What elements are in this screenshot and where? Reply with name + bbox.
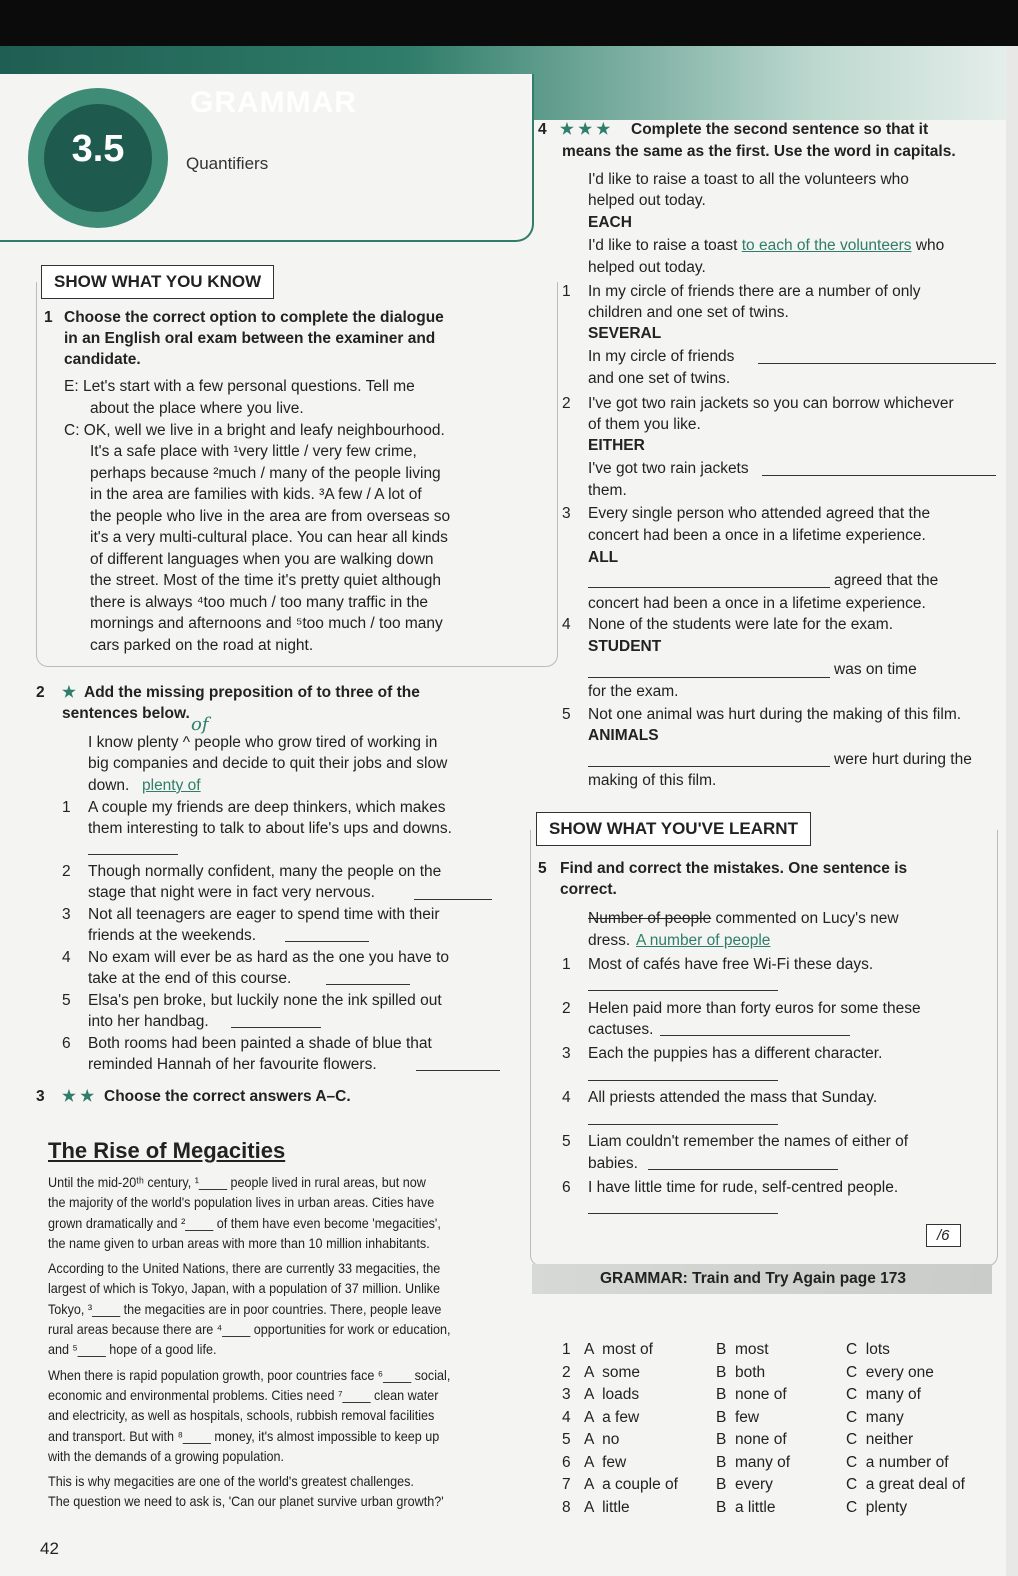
ex5-item-text: Liam couldn't remember the names of either of bbox=[588, 1133, 909, 1150]
ex3-number: 3 bbox=[36, 1088, 45, 1105]
option-a[interactable]: A no bbox=[584, 1431, 620, 1448]
swyk-label: SHOW WHAT YOU KNOW bbox=[41, 265, 274, 299]
top-dark-bar bbox=[0, 0, 1018, 46]
ex2-item-text: them interesting to talk to about life's ups and downs. bbox=[88, 820, 452, 837]
article-line: with the demands of a growing population. bbox=[48, 1447, 285, 1464]
dialogue-line: it's a very multi-cultural place. You can hear all kinds bbox=[90, 529, 448, 546]
swyl-label: SHOW WHAT YOU'VE LEARNT bbox=[536, 812, 811, 846]
ex4-item-text: Every single person who attended agreed that the bbox=[588, 505, 931, 522]
ex4-example-answer-2: helped out today. bbox=[588, 259, 706, 276]
page-edge bbox=[1006, 46, 1018, 1576]
ex2-item-text: Not all teenagers are eager to spend time with their bbox=[88, 906, 440, 923]
handwritten-correction: of bbox=[191, 714, 209, 735]
option-b[interactable]: B every bbox=[716, 1476, 773, 1493]
options-row bbox=[562, 1431, 1002, 1454]
option-b[interactable]: B most bbox=[716, 1341, 769, 1358]
stars-icon: ★ ★ ★ bbox=[560, 121, 611, 138]
ex5-example-1: Number of people commented on Lucy's new bbox=[588, 910, 899, 927]
train-try-again-link[interactable]: GRAMMAR: Train and Try Again page 173 bbox=[532, 1264, 992, 1294]
ex1-instruction-2: in an English oral exam between the examiner and bbox=[64, 330, 436, 347]
ex2-instruction-1: Add the missing preposition of to three of the bbox=[84, 684, 420, 701]
ex4-item-answer: agreed that the bbox=[834, 572, 939, 589]
ex5-item-text: Most of cafés have free Wi-Fi these days. bbox=[588, 956, 874, 973]
article-line: largest of which is Tokyo, Japan, with a population of 37 million. Unlike bbox=[48, 1280, 440, 1297]
option-number: 4 bbox=[562, 1408, 571, 1426]
ex2-item-number: 1 bbox=[62, 799, 71, 816]
ex2-number: 2 bbox=[36, 684, 45, 701]
article-line: According to the United Nations, there are currently 33 megacities, the bbox=[48, 1260, 441, 1277]
ex4-example-word: EACH bbox=[588, 214, 632, 231]
section-subtitle: Quantifiers bbox=[186, 154, 269, 173]
ex4-item-answer: was on time bbox=[834, 661, 917, 678]
ex4-instruction-2: means the same as the first. Use the word in capitals. bbox=[562, 143, 956, 160]
options-table bbox=[562, 1341, 1002, 1521]
ex1-instruction-3: candidate. bbox=[64, 351, 141, 368]
dialogue-line: C: OK, well we live in a bright and leafy neighbourhood. bbox=[64, 422, 445, 439]
dialogue-line: the street. Most of the time it's pretty quiet although bbox=[90, 572, 442, 589]
ex4-item-text: concert had been a once in a lifetime experience. bbox=[588, 527, 926, 544]
ex2-item-text: take at the end of this course. bbox=[88, 970, 292, 987]
option-a[interactable]: A little bbox=[584, 1498, 630, 1516]
section-title: GRAMMAR bbox=[190, 86, 357, 119]
options-row bbox=[562, 1409, 1002, 1432]
ex5-instruction-1: Find and correct the mistakes. One sentence is bbox=[560, 860, 908, 877]
answer-blank[interactable] bbox=[416, 1070, 500, 1071]
ex4-item-answer: for the exam. bbox=[588, 683, 679, 700]
option-b[interactable]: B few bbox=[716, 1408, 760, 1426]
answer-blank[interactable] bbox=[762, 475, 996, 476]
answer-blank[interactable] bbox=[414, 899, 492, 900]
ex5-item-text: babies. bbox=[588, 1155, 638, 1172]
ex2-item-text: No exam will ever be as hard as the one you have to bbox=[88, 949, 450, 966]
options-row bbox=[562, 1476, 1002, 1499]
answer-blank[interactable] bbox=[588, 990, 778, 991]
option-b[interactable]: B none of bbox=[716, 1431, 787, 1448]
ex5-example-2: dress. bbox=[588, 932, 631, 949]
ex4-item-number: 3 bbox=[562, 505, 571, 522]
ex5-item-number: 2 bbox=[562, 1000, 571, 1017]
option-number: 2 bbox=[562, 1363, 571, 1381]
ex4-item-text: Not one animal was hurt during the making of this film. bbox=[588, 706, 962, 723]
ex5-example-answer: A number of people bbox=[636, 932, 771, 949]
answer-blank[interactable] bbox=[648, 1169, 838, 1170]
dialogue-line: perhaps because ²much / many of the people living bbox=[90, 465, 441, 482]
option-number: 6 bbox=[562, 1453, 571, 1471]
ex4-item-number: 5 bbox=[562, 706, 571, 723]
option-number: 3 bbox=[562, 1386, 571, 1403]
ex4-item-answer: concert had been a once in a lifetime experience. bbox=[588, 595, 926, 612]
ex4-item-word: SEVERAL bbox=[588, 325, 662, 342]
article-line: Tokyo, ³____ the megacities are in poor countries. There, people leave bbox=[48, 1300, 442, 1317]
dialogue-line: the people who live in the area are from overseas so bbox=[90, 508, 451, 525]
ex4-item-text: In my circle of friends there are a number of only bbox=[588, 283, 921, 300]
struck-text: Number of people bbox=[588, 910, 712, 927]
answer-blank[interactable] bbox=[588, 1213, 778, 1214]
ex2-example-1: I know plenty ^ people who grow tired of working in bbox=[88, 734, 438, 751]
article-line: and transport. But with ⁸____ money, it's almost impossible to keep up bbox=[48, 1427, 440, 1444]
ex4-item-number: 4 bbox=[562, 616, 571, 633]
ex5-number: 5 bbox=[538, 860, 547, 877]
options-row bbox=[562, 1454, 1002, 1477]
ex2-item-number: 6 bbox=[62, 1035, 71, 1052]
option-a[interactable]: A a few bbox=[584, 1408, 640, 1426]
article-line: rural areas because there are ⁴____ opportunities for work or education, bbox=[48, 1321, 451, 1338]
ex5-item-number: 4 bbox=[562, 1089, 571, 1106]
ex4-item-text: I've got two rain jackets so you can borrow whichever bbox=[588, 395, 954, 412]
dialogue-line: It's a safe place with ¹very little / very few crime, bbox=[90, 443, 417, 460]
option-c[interactable]: C neither bbox=[846, 1431, 914, 1448]
article-title: The Rise of Megacities bbox=[48, 1138, 286, 1163]
article-line: When there is rapid population growth, poor countries face ⁶____ social, bbox=[48, 1366, 451, 1383]
ex4-instruction-1: Complete the second sentence so that it bbox=[631, 121, 929, 138]
dialogue-line: cars parked on the road at night. bbox=[90, 637, 314, 654]
star-icon: ★ bbox=[62, 684, 76, 701]
dialogue-line: E: Let's start with a few personal questions. Tell me bbox=[64, 378, 415, 395]
ex4-item-answer: them. bbox=[588, 482, 627, 499]
ex2-example-3: down. bbox=[88, 777, 130, 794]
answer-blank[interactable] bbox=[588, 1080, 778, 1081]
option-b[interactable]: B both bbox=[716, 1363, 766, 1381]
option-a[interactable]: A most of bbox=[584, 1341, 653, 1358]
ex4-item-text: of them you like. bbox=[588, 416, 701, 433]
option-c[interactable]: C many bbox=[846, 1408, 904, 1426]
ex4-example-answer: I'd like to raise a toast to each of the volunteers who bbox=[588, 237, 945, 254]
option-number: 7 bbox=[562, 1476, 571, 1493]
answer-blank[interactable] bbox=[326, 984, 410, 985]
ex2-item-number: 2 bbox=[62, 863, 71, 880]
ex3-instruction: Choose the correct answers A–C. bbox=[104, 1088, 351, 1105]
article-line: This is why megacities are one of the world's greatest challenges. bbox=[48, 1473, 414, 1490]
answer-blank[interactable] bbox=[588, 1124, 778, 1125]
article-line: the majority of the world's population lives in urban areas. Cities have bbox=[48, 1194, 435, 1211]
option-a[interactable]: A some bbox=[584, 1363, 640, 1381]
ex4-item-answer: were hurt during the bbox=[834, 751, 972, 768]
ex4-item-word: ALL bbox=[588, 549, 619, 566]
ex4-item-word: STUDENT bbox=[588, 638, 662, 655]
ex2-example-answer: plenty of bbox=[142, 777, 201, 794]
option-b[interactable]: B a little bbox=[716, 1498, 776, 1516]
ex2-item-number: 3 bbox=[62, 906, 71, 923]
ex2-item-text: Both rooms had been painted a shade of blue that bbox=[88, 1035, 432, 1052]
options-row bbox=[562, 1499, 1002, 1522]
answer-blank[interactable] bbox=[231, 1027, 321, 1028]
stars-icon: ★ ★ bbox=[62, 1088, 95, 1105]
ex4-example-2: helped out today. bbox=[588, 192, 706, 209]
dialogue-line: there is always ⁴too much / too many traffic in the bbox=[90, 594, 429, 611]
ex2-item-text: Though normally confident, many the people on the bbox=[88, 863, 442, 880]
ex5-item-number: 5 bbox=[562, 1133, 571, 1150]
ex2-item-text: stage that night were in fact very nervous. bbox=[88, 884, 375, 901]
option-c[interactable]: C lots bbox=[846, 1341, 890, 1358]
ex2-example-2: big companies and decide to quit their jobs and slow bbox=[88, 755, 448, 772]
ex4-example-1: I'd like to raise a toast to all the volunteers who bbox=[588, 171, 909, 188]
option-number: 8 bbox=[562, 1498, 571, 1516]
article-line: and electricity, as well as hospitals, schools, rubbish removal facilities bbox=[48, 1407, 435, 1424]
option-c[interactable]: C plenty bbox=[846, 1498, 908, 1516]
option-b[interactable]: B none of bbox=[716, 1386, 787, 1403]
article-line: The question we need to ask is, 'Can our planet survive urban growth?' bbox=[48, 1493, 444, 1510]
option-number: 5 bbox=[562, 1431, 571, 1448]
article-line: grown dramatically and ²____ of them have even become 'megacities', bbox=[48, 1214, 441, 1231]
dialogue-line: of different languages when you are walking down bbox=[90, 551, 434, 568]
article-line: the name given to urban areas with more than 10 million inhabitants. bbox=[48, 1234, 430, 1251]
ex4-item-answer: and one set of twins. bbox=[588, 370, 731, 387]
ex4-number: 4 bbox=[538, 121, 547, 138]
ex4-item-text: children and one set of twins. bbox=[588, 304, 789, 321]
answer-blank[interactable] bbox=[588, 766, 830, 767]
dialogue-line: mornings and afternoons and ⁵too much / too many bbox=[90, 615, 443, 632]
ex2-item-text: into her handbag. bbox=[88, 1013, 209, 1030]
unit-number: 3.5 bbox=[71, 128, 125, 170]
answer-blank[interactable] bbox=[758, 363, 996, 364]
option-c[interactable]: C a number of bbox=[846, 1453, 949, 1471]
ex4-item-number: 1 bbox=[562, 283, 571, 300]
option-a[interactable]: A loads bbox=[584, 1386, 640, 1403]
options-row bbox=[562, 1364, 1002, 1387]
ex2-item-text: A couple my friends are deep thinkers, which makes bbox=[88, 799, 446, 816]
ex4-item-word: ANIMALS bbox=[588, 727, 659, 744]
ex5-item-text: cactuses. bbox=[588, 1021, 654, 1038]
ex2-item-text: Elsa's pen broke, but luckily none the ink spilled out bbox=[88, 992, 442, 1009]
ex2-item-text: friends at the weekends. bbox=[88, 927, 257, 944]
article-line: economic and environmental problems. Cities need ⁷____ clean water bbox=[48, 1386, 439, 1403]
ex5-item-text: Helen paid more than forty euros for some these bbox=[588, 1000, 921, 1017]
option-b[interactable]: B many of bbox=[716, 1453, 791, 1471]
page-number: 42 bbox=[40, 1539, 59, 1558]
options-row bbox=[562, 1341, 1002, 1364]
answer-blank[interactable] bbox=[588, 587, 830, 588]
ex5-item-text: All priests attended the mass that Sunday. bbox=[588, 1089, 878, 1106]
ex4-item-answer: I've got two rain jackets bbox=[588, 460, 749, 477]
ex2-item-number: 4 bbox=[62, 949, 71, 966]
ex5-item-number: 3 bbox=[562, 1045, 571, 1062]
option-a[interactable]: A few bbox=[584, 1453, 627, 1471]
answer-blank[interactable] bbox=[285, 941, 369, 942]
ex5-instruction-2: correct. bbox=[560, 881, 617, 898]
ex4-item-answer: making of this film. bbox=[588, 772, 717, 789]
ex5-item-text: Each the puppies has a different character. bbox=[588, 1045, 883, 1062]
ex4-item-answer: In my circle of friends bbox=[588, 348, 735, 365]
ex2-item-text: reminded Hannah of her favourite flowers. bbox=[88, 1056, 377, 1073]
score-box: /6 bbox=[926, 1224, 961, 1247]
option-c[interactable]: C every one bbox=[846, 1363, 934, 1381]
option-a[interactable]: A a couple of bbox=[584, 1476, 678, 1493]
option-c[interactable]: C many of bbox=[846, 1386, 921, 1403]
ex5-item-number: 1 bbox=[562, 956, 571, 973]
options-row bbox=[562, 1386, 1002, 1409]
ex2-instruction-2: sentences below. bbox=[62, 705, 190, 722]
answer-blank[interactable] bbox=[588, 677, 830, 678]
option-number: 1 bbox=[562, 1341, 571, 1358]
ex2-item-number: 5 bbox=[62, 992, 71, 1009]
article-body bbox=[48, 1172, 518, 1512]
ex5-item-number: 6 bbox=[562, 1179, 571, 1196]
answer-blank[interactable] bbox=[660, 1035, 850, 1036]
dialogue-line: in the area are families with kids. ³A few / A lot of bbox=[90, 486, 422, 503]
answer-blank[interactable] bbox=[88, 854, 178, 855]
option-c[interactable]: C a great deal of bbox=[846, 1476, 965, 1493]
ex4-item-text: None of the students were late for the exam. bbox=[588, 616, 894, 633]
ex4-item-number: 2 bbox=[562, 395, 571, 412]
article-line: Until the mid-20ᵗʰ century, ¹____ people lived in rural areas, but now bbox=[48, 1174, 426, 1190]
ex1-number: 1 bbox=[44, 309, 53, 326]
ex1-instruction-1: Choose the correct option to complete the dialogue bbox=[64, 309, 444, 326]
dialogue-line: about the place where you live. bbox=[90, 400, 304, 417]
article-line: and ⁵____ hope of a good life. bbox=[48, 1341, 217, 1358]
ex5-item-text: I have little time for rude, self-centred people. bbox=[588, 1179, 899, 1196]
ex4-item-word: EITHER bbox=[588, 437, 645, 454]
